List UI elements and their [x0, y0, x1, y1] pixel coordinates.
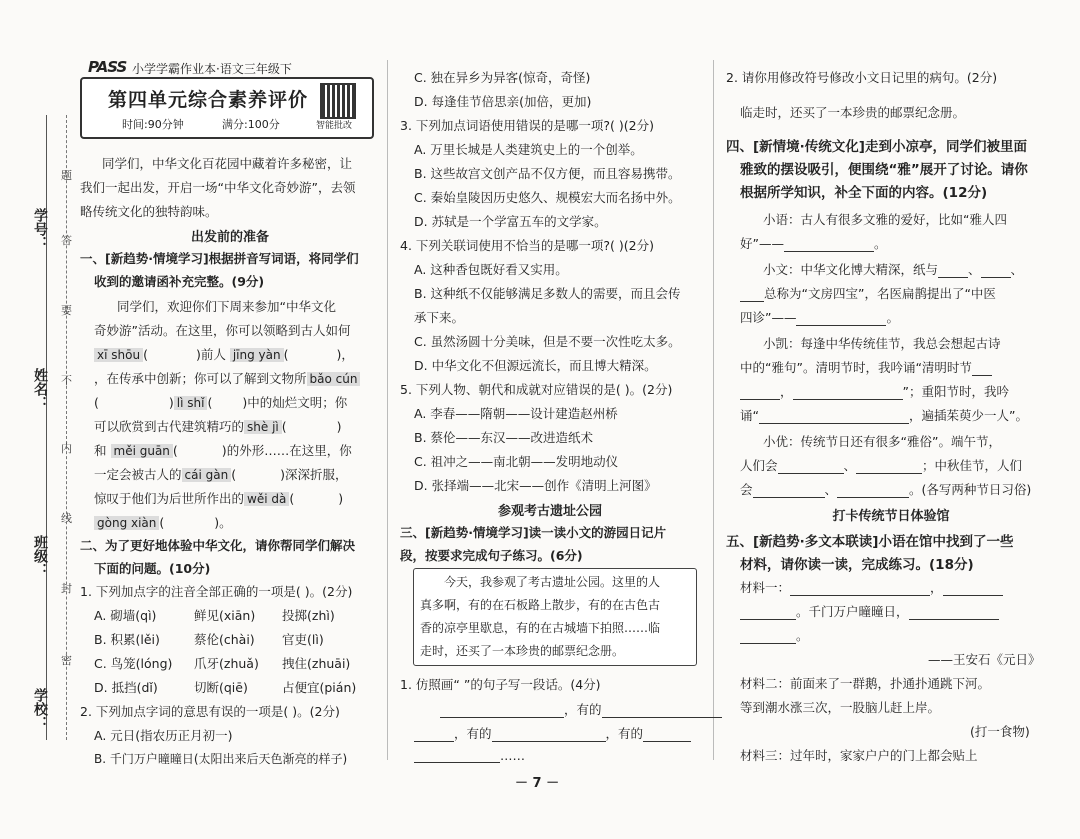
- section-heading: 出发前的准备: [190, 230, 269, 245]
- material-one: 材料一： ，: [740, 578, 1003, 596]
- q4-title: 根据所学知识，补全下面的内容。(12分): [740, 185, 988, 201]
- pinyin: jīng yàn: [230, 348, 284, 362]
- q4-text: 总称为“文房四宝”，名医扁鹊提出了“中医: [740, 284, 996, 302]
- q4-text: 小文：中华文化博大精深，纸与 、 、: [763, 262, 1024, 277]
- q2-title: 下面的问题。(10分): [94, 561, 211, 576]
- q4-text: 中的“雅句”。清明节时，我吟诵“清明时节: [740, 358, 992, 376]
- brand-logo: PASS: [88, 58, 127, 76]
- fold-char: 题: [61, 169, 72, 182]
- option: A. 元日(指农历正月初一): [94, 728, 233, 743]
- q3-sub2: 2. 请你用修改符号修改小文日记里的病句。(2分): [726, 70, 998, 85]
- option: A. 砌墙(qì) 鲜见(xiān) 投掷(zhì): [94, 608, 335, 623]
- material-three: 材料三：过年时，家家户户的门上都会贴上: [740, 748, 978, 763]
- fold-char: 不: [61, 374, 72, 387]
- page-number: － 7 －: [515, 776, 560, 791]
- pinyin: lì shǐ: [174, 396, 208, 410]
- option: A. 这种香包既好看又实用。: [414, 262, 568, 277]
- option: B. 蔡伦——东汉——改进造纸术: [414, 430, 594, 445]
- option: D. 抵挡(dǐ) 切断(qiē) 占便宜(pián): [94, 680, 357, 695]
- answer-line: ，有的 ，有的: [414, 724, 691, 742]
- q1-text: ，在传承中创新；你可以了解到文物所 bǎo cún: [94, 369, 360, 387]
- material-source: (打一食物): [970, 724, 1030, 739]
- material-one: 。: [740, 626, 809, 644]
- q5-title: 五、[新趋势·多文本联读]小语在馆中找到了一些: [726, 534, 1014, 550]
- q1-title: 一、[新趋势·情境学习]根据拼音写词语，将同学们: [80, 251, 359, 266]
- fold-line: [66, 115, 67, 740]
- pinyin: cái gàn: [182, 468, 232, 482]
- fold-char: 内: [61, 442, 72, 455]
- fold-char: 线: [61, 512, 72, 525]
- q4-text: 小凯：每逢中华传统佳节，我总会想起古诗: [763, 336, 1001, 351]
- q2-sub1: 1. 下列加点字的注音全部正确的一项是( )。(2分): [80, 584, 353, 599]
- option: C. 虽然汤圆十分美味，但是不要一次性吃太多。: [414, 334, 681, 349]
- answer-line: ，有的: [440, 700, 722, 718]
- q3-sub2-sentence: 临走时，还买了一本珍贵的邮票纪念册。: [740, 105, 966, 120]
- option: C. 秦始皇陵因历史悠久、规模宏大而名扬中外。: [414, 190, 681, 205]
- option: A. 李春——隋朝——设计建造赵州桥: [414, 406, 618, 421]
- q2-title: 二、为了更好地体验中华文化，请你帮同学们解决: [80, 538, 356, 553]
- section-heading: 打卡传统节日体验馆: [832, 509, 950, 524]
- intro-line: 同学们，中华文化百花园中藏着许多秘密，让: [102, 156, 353, 171]
- intro-line: 略传统文化的独特韵味。: [80, 204, 218, 219]
- diary-line: 走时，还买了一本珍贵的邮票纪念册。: [420, 644, 625, 658]
- option: 承下来。: [414, 310, 465, 325]
- student-id-label: 学号：: [32, 208, 48, 250]
- full-score: 满分:100分: [222, 118, 280, 131]
- q4-text: 四诊”—— 。: [740, 310, 899, 325]
- option: A. 万里长城是人类建筑史上的一个创举。: [414, 142, 643, 157]
- q1-text: 同学们，欢迎你们下周来参加“中华文化: [117, 299, 336, 314]
- qr-caption: 智能批改: [316, 121, 353, 131]
- pinyin: bǎo cún: [307, 372, 361, 386]
- pinyin: shè jì: [244, 420, 282, 434]
- q4-text: 会 、 。(各写两种节日习俗): [740, 482, 1032, 497]
- q4-text: ， ”；重阳节时，我吟: [740, 382, 1009, 400]
- option: D. 每逢佳节倍思亲(加倍，更加): [414, 94, 592, 109]
- answer-line: ……: [414, 748, 525, 763]
- material-one: 。千门万户曈曈日，: [740, 602, 999, 620]
- column-divider: [713, 60, 714, 760]
- pinyin: gòng xiàn: [94, 516, 159, 530]
- title-box: [80, 77, 374, 139]
- option: C. 鸟笼(lóng) 爪牙(zhuǎ) 拽住(zhuāi): [94, 656, 351, 671]
- q3-title: 段，按要求完成句子练习。(6分): [400, 548, 583, 563]
- pinyin: xī shōu: [94, 348, 143, 362]
- q1-title: 收到的邀请函补充完整。(9分): [94, 274, 265, 289]
- q1-text: 和 měi guān ( )的外形……在这里，你: [94, 443, 352, 458]
- material-source: ——王安石《元日》: [928, 652, 1041, 667]
- fold-char: 要: [61, 304, 72, 317]
- q5-title: 材料，请你读一读，完成练习。(18分): [740, 557, 974, 573]
- column-divider: [387, 60, 388, 760]
- q4-text: 人们会 、 ；中秋佳节，人们: [740, 458, 1023, 473]
- q4-text: 小优：传统节日还有很多“雅俗”。端午节，: [763, 434, 1001, 449]
- series-title: 小学学霸作业本·语文三年级下: [132, 62, 292, 76]
- option: C. 祖冲之——南北朝——发明地动仪: [414, 454, 619, 469]
- name-label: 姓名：: [32, 368, 48, 410]
- option: C. 独在异乡为异客(惊奇，奇怪): [414, 70, 591, 85]
- q4-title: 四、[新情境·传统文化]走到小凉亭，同学们被里面: [726, 139, 1027, 155]
- q1-text: 一定会被古人的 cái gàn ( )深深折服，: [94, 467, 348, 482]
- diary-line: 真多啊，有的在石板路上散步，有的在古色古: [420, 598, 661, 612]
- material-two: 材料二：前面来了一群鹅，扑通扑通跳下河。: [740, 676, 991, 691]
- q1-text: 惊叹于他们为后世所作出的 wěi dà ( ): [94, 491, 344, 506]
- q2-sub4: 4. 下列关联词使用不恰当的是哪一项?( )(2分): [400, 238, 654, 253]
- option: D. 张择端——北宋——创作《清明上河图》: [414, 478, 657, 493]
- section-heading: 参观考古遗址公园: [497, 504, 602, 519]
- qr-code-icon: [320, 83, 356, 119]
- q1-text: 奇妙游”活动。在这里，你可以领略到古人如何: [94, 323, 351, 338]
- q4-title: 雅致的摆设吸引，便围绕“雅”展开了讨论。请你: [740, 162, 1028, 178]
- pinyin: wěi dà: [244, 492, 289, 506]
- option: B. 这种纸不仅能够满足多数人的需要，而且会传: [414, 286, 681, 301]
- diary-line: 今天，我参观了考古遗址公园。这里的人: [444, 575, 661, 589]
- q1-text: ( ) lì shǐ ( )中的灿烂文明；你: [94, 395, 348, 410]
- time-limit: 时间:90分钟: [122, 118, 184, 131]
- page-title: 第四单元综合素养评价: [108, 89, 309, 111]
- q1-text: xī shōu ( )前人 jīng yàn ( )，: [94, 345, 354, 363]
- q1-text: gòng xiàn ( )。: [94, 513, 232, 531]
- q2-sub3: 3. 下列加点词语使用错误的是哪一项?( )(2分): [400, 118, 654, 133]
- class-label: 班级：: [32, 535, 48, 577]
- q4-text: 好”—— 。: [740, 236, 887, 251]
- diary-line: 香的凉亭里歇息，有的在古城墙下拍照……临: [420, 621, 661, 635]
- q4-text: 诵“ ，遍插茱萸少一人”。: [740, 408, 1028, 423]
- q4-text: 小语：古人有很多文雅的爱好，比如“雅人四: [763, 212, 1007, 227]
- diary-box: [413, 568, 697, 666]
- fold-char: 答: [61, 234, 72, 247]
- option: D. 苏轼是一个学富五车的文学家。: [414, 214, 607, 229]
- intro-line: 我们一起出发，开启一场“中华文化奇妙游”，去领: [80, 180, 356, 195]
- option: B. 这些故宫文创产品不仅方便，而且容易携带。: [414, 166, 681, 181]
- school-label: 学校：: [32, 688, 48, 730]
- fold-char: 封: [61, 582, 72, 595]
- option: D. 中华文化不但源远流长，而且博大精深。: [414, 358, 657, 373]
- q2-sub2: 2. 下列加点字词的意思有误的一项是( )。(2分): [80, 704, 340, 719]
- material-two: 等到潮水涨三次，一股脑儿赶上岸。: [740, 700, 941, 715]
- q3-sub1: 1. 仿照画“ ”的句子写一段话。(4分): [400, 677, 601, 692]
- fold-char: 密: [61, 654, 72, 667]
- option: B. 积累(lěi) 蔡伦(chài) 官吏(lì): [94, 632, 324, 647]
- q1-text: 可以欣赏到古代建筑精巧的 shè jì ( ): [94, 419, 342, 434]
- option: B. 千门万户曈曈日(太阳出来后天色渐亮的样子): [94, 752, 348, 766]
- q2-sub5: 5. 下列人物、朝代和成就对应错误的是( )。(2分): [400, 382, 673, 397]
- q3-title: 三、[新趋势·情境学习]读一读小文的游园日记片: [400, 525, 667, 540]
- pinyin: měi guān: [111, 444, 173, 458]
